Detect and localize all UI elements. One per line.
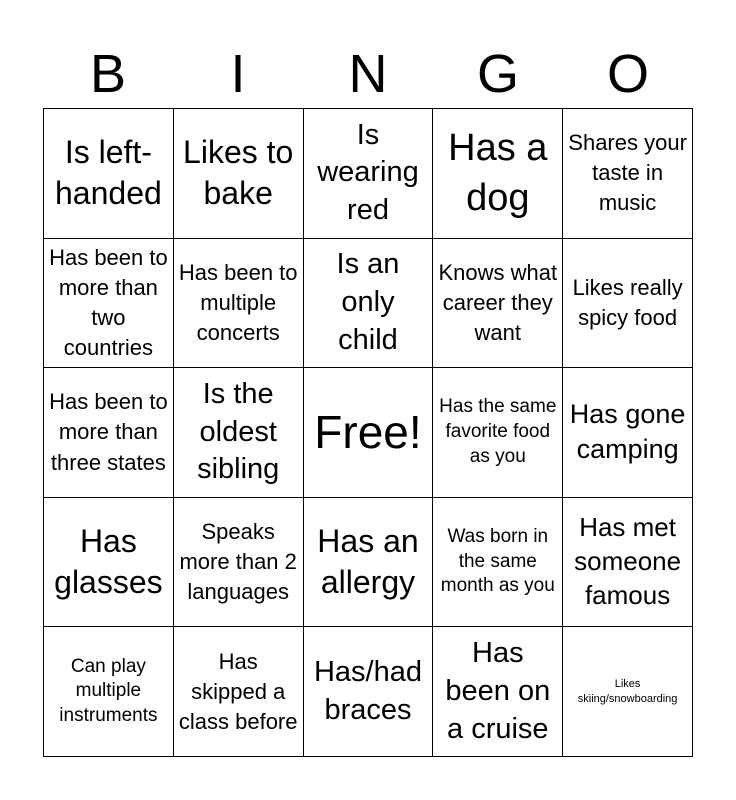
bingo-cell[interactable] (44, 627, 174, 757)
header-letter-b: B (89, 44, 127, 104)
cell-text: Shares your taste in music (568, 130, 687, 216)
bingo-cell[interactable] (563, 498, 693, 628)
cell-text: Has been on a cruise (445, 637, 551, 745)
cell-text: Has glasses (54, 523, 163, 601)
cell-text: Has/had braces (313, 656, 422, 726)
bingo-cell[interactable] (174, 498, 304, 628)
bingo-cell[interactable] (433, 109, 563, 239)
cell-text: Speaks more than 2 languages (179, 518, 297, 605)
bingo-cell[interactable] (304, 239, 434, 369)
cell-text: Has skipped a class before (178, 648, 298, 734)
cell-text: Can play multiple instruments (59, 655, 158, 727)
cell-text: Has been to more than three states (49, 389, 168, 475)
bingo-board (43, 108, 693, 757)
header-letter-i: I (230, 44, 246, 104)
free-space-label: Free! (314, 405, 422, 458)
cell-text: Knows what career they want (438, 259, 558, 345)
bingo-cell[interactable] (304, 109, 434, 239)
bingo-cell[interactable] (304, 498, 434, 628)
header-letter-g: G (476, 44, 519, 104)
bingo-cell[interactable] (433, 627, 563, 757)
bingo-cell[interactable] (563, 109, 693, 239)
cell-text: Likes skiing/snowboarding (577, 678, 678, 705)
cell-text: Has the same favorite food as you (439, 396, 557, 467)
cell-text: Has met someone famous (574, 512, 682, 610)
cell-text: Was born in the same month as you (440, 526, 555, 597)
bingo-cell[interactable] (563, 368, 693, 498)
cell-text: Likes really spicy food (572, 274, 683, 330)
free-space[interactable] (304, 368, 434, 498)
bingo-header (43, 40, 693, 108)
bingo-cell[interactable] (563, 239, 693, 369)
cell-text: Is left-handed (55, 134, 162, 212)
bingo-cell[interactable] (44, 109, 174, 239)
bingo-cell[interactable] (433, 239, 563, 369)
cell-text: Likes to bake (183, 134, 294, 212)
cell-text: Is wearing red (317, 118, 419, 227)
cell-text: Has gone camping (569, 399, 686, 465)
header-letter-n: N (348, 44, 388, 104)
bingo-cell[interactable] (44, 498, 174, 628)
bingo-cell[interactable] (174, 239, 304, 369)
bingo-cell[interactable] (433, 368, 563, 498)
bingo-cell[interactable] (174, 368, 304, 498)
cell-text: Has been to more than two countries (49, 244, 168, 361)
bingo-cell[interactable] (44, 368, 174, 498)
bingo-cell[interactable] (304, 627, 434, 757)
bingo-cell[interactable] (433, 498, 563, 628)
cell-text: Has a dog (448, 127, 548, 220)
bingo-cell[interactable] (44, 239, 174, 369)
cell-text: Is an only child (336, 248, 400, 356)
cell-text: Is the oldest sibling (197, 377, 280, 486)
bingo-cell[interactable] (563, 627, 693, 757)
header-letter-o: O (606, 44, 649, 104)
bingo-cell[interactable] (174, 627, 304, 757)
cell-text: Has an allergy (317, 523, 419, 601)
bingo-cell[interactable] (174, 109, 304, 239)
cell-text: Has been to multiple concerts (178, 259, 298, 345)
